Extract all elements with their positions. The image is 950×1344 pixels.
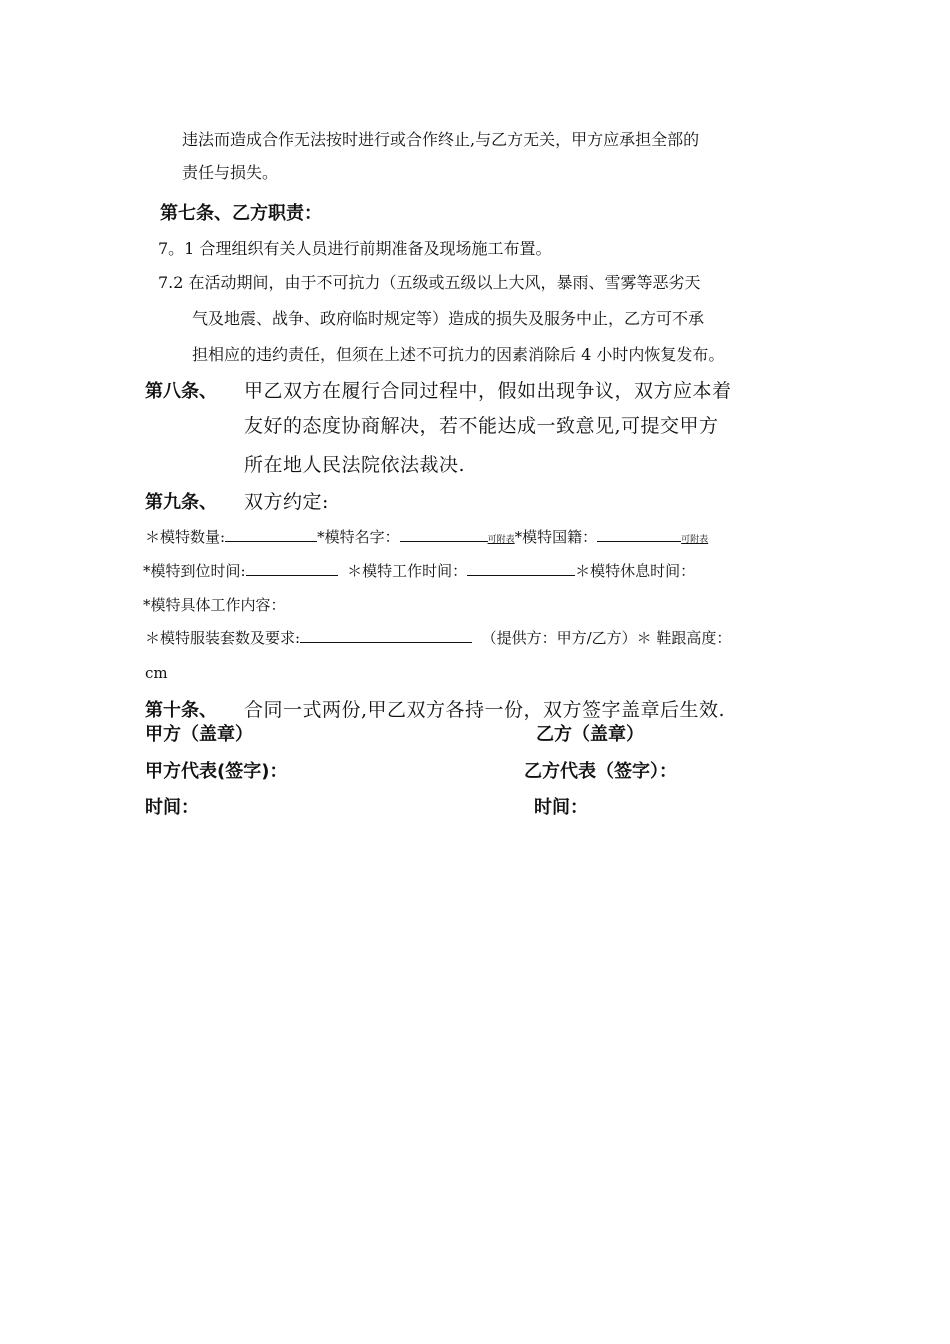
article-10-text: 合同一式两份,甲乙双方各持一份，双方签字盖章后生效. <box>244 699 726 721</box>
model-nationality-blank[interactable] <box>597 527 681 542</box>
model-nationality-label: *模特国籍： <box>514 528 598 546</box>
article-6-line-1: 违法而造成合作无法按时进行或合作终止,与乙方无关，甲方应承担全部的 <box>182 130 700 149</box>
party-a-representative: 甲方代表(签字)： <box>145 761 288 782</box>
model-info-row-2 <box>143 560 695 581</box>
article-7-item-2-line-1: 7.2 在活动期间，由于不可抗力（五级或五级以上大风，暴雨、雪雾等恶劣天 <box>158 273 701 292</box>
article-9-text: 双方约定: <box>244 491 329 513</box>
costume-label: ＊模特服装套数及要求: <box>145 629 301 647</box>
attach-note-1: 可附表 <box>487 535 515 545</box>
arrival-time-label: *模特到位时间: <box>143 562 246 580</box>
rest-time-label: ＊模特休息时间： <box>575 562 696 580</box>
model-count-blank[interactable] <box>225 527 317 542</box>
party-a-seal: 甲方（盖章） <box>145 724 253 745</box>
article-8-label: 第八条、 <box>145 381 217 402</box>
article-7-item-2-line-2: 气及地震、战争、政府临时规定等）造成的损失及服务中止，乙方可不承 <box>192 309 705 328</box>
work-time-blank[interactable] <box>467 561 575 576</box>
provider-heel-label: （提供方：甲方/乙方）＊ 鞋跟高度： <box>481 629 732 647</box>
party-b-time: 时间： <box>534 797 588 818</box>
attach-note-2: 可附表 <box>681 535 709 545</box>
article-7-item-2-line-3: 担相应的违约责任，但须在上述不可抗力的因素消除后 4 小时内恢复发布。 <box>192 345 725 364</box>
party-b-seal: 乙方（盖章） <box>536 724 644 745</box>
work-content-label: *模特具体工作内容： <box>143 596 286 614</box>
work-time-label: ＊模特工作时间： <box>347 562 468 580</box>
article-9-label: 第九条、 <box>145 492 217 513</box>
heel-unit: cm <box>145 664 168 682</box>
article-8-line-1: 甲乙双方在履行合同过程中，假如出现争议，双方应本着 <box>244 380 732 402</box>
party-a-time: 时间： <box>145 797 199 818</box>
article-7-item-1: 7。1 合理组织有关人员进行前期准备及现场施工布置。 <box>158 239 552 258</box>
model-count-label: ＊模特数量: <box>145 528 226 546</box>
model-name-blank[interactable] <box>400 527 488 542</box>
costume-blank[interactable] <box>300 628 472 643</box>
arrival-time-blank[interactable] <box>246 561 338 576</box>
article-8-line-2: 友好的态度协商解决，若不能达成一致意见,可提交甲方 <box>244 415 719 437</box>
model-info-row-4 <box>145 627 731 648</box>
article-7-heading: 第七条、乙方职责： <box>160 203 322 224</box>
model-name-label: *模特名字： <box>317 528 400 546</box>
article-10-label: 第十条、 <box>145 700 217 721</box>
party-b-representative: 乙方代表（签字）： <box>524 761 677 782</box>
article-8-line-3: 所在地人民法院依法裁决. <box>244 454 466 476</box>
model-info-row-1 <box>145 526 708 547</box>
article-6-line-2: 责任与损失。 <box>182 163 279 182</box>
